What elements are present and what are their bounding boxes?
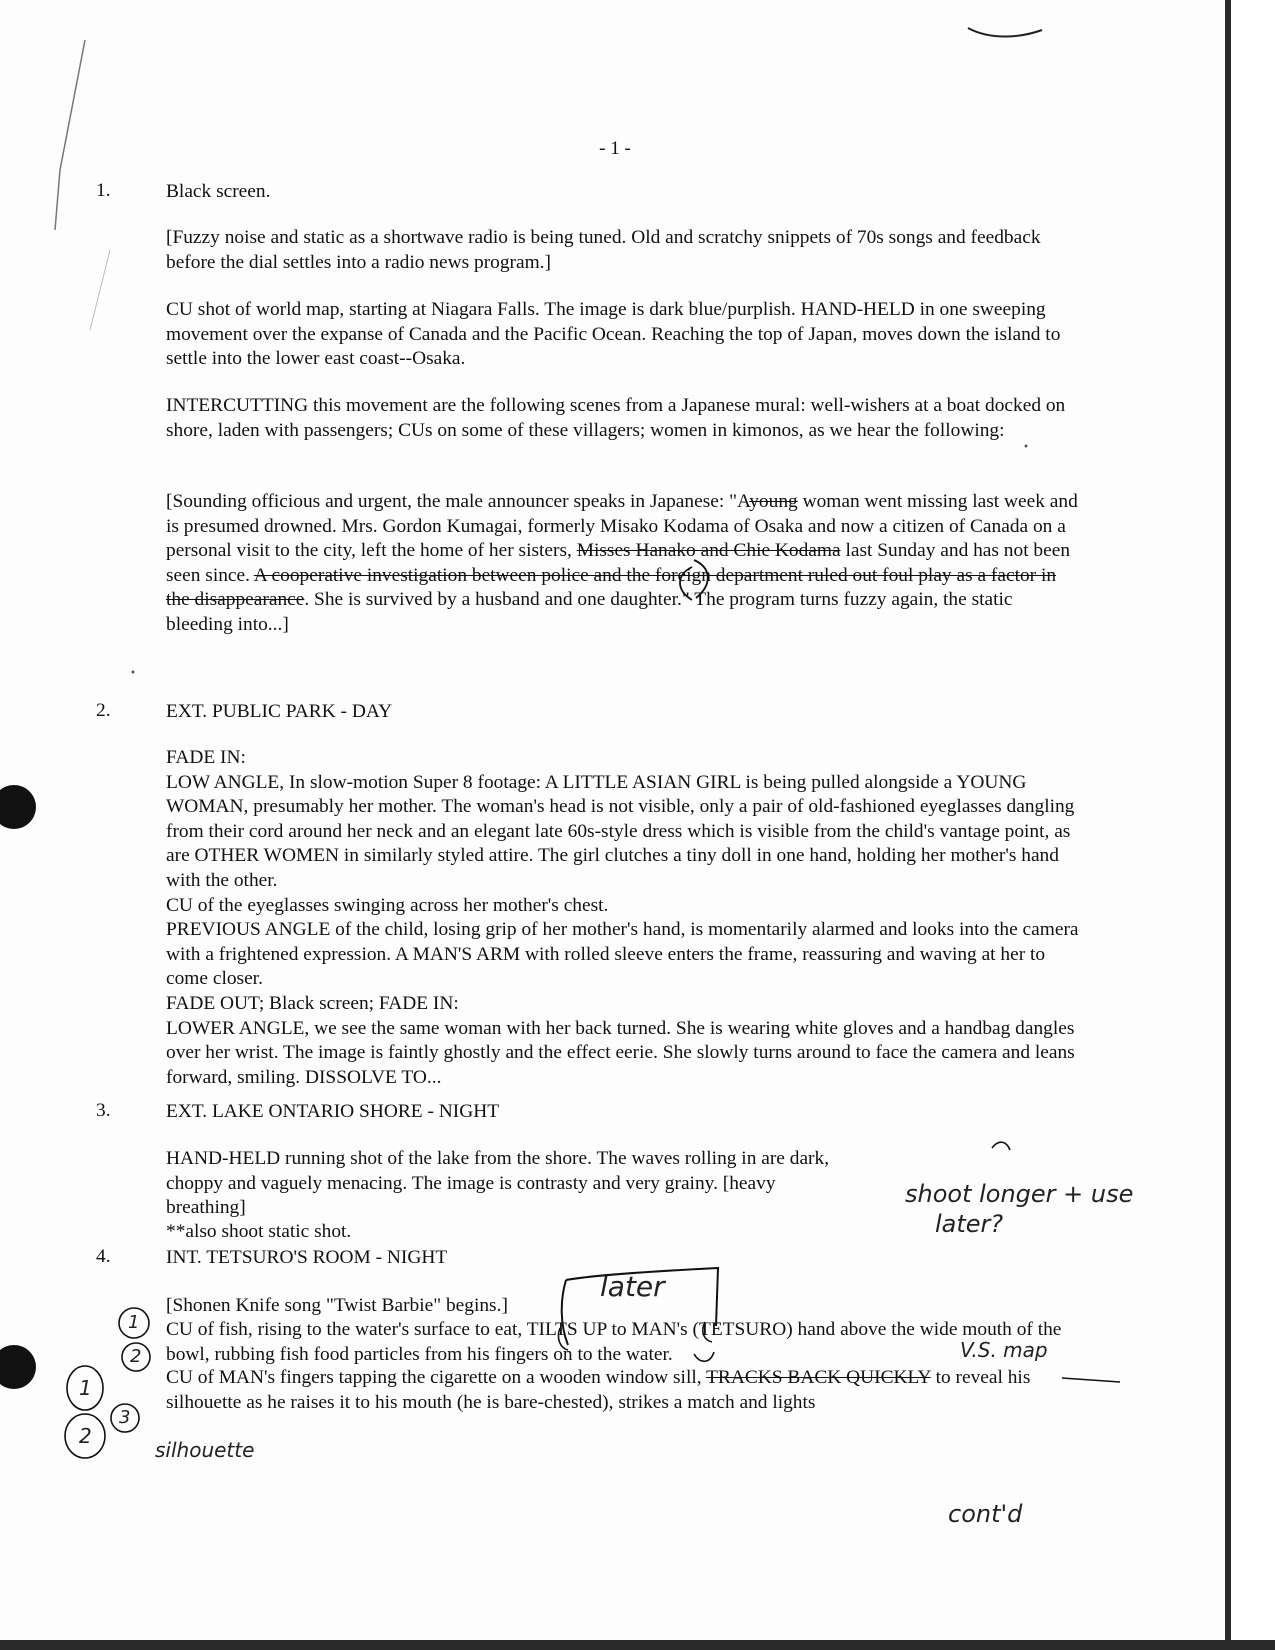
- description-text: CU of MAN's fingers tapping the cigarette on a wooden window sill,: [166, 1367, 702, 1388]
- script-line: FADE OUT; Black screen; FADE IN:: [166, 992, 459, 1014]
- scene-heading: Black screen.: [166, 181, 271, 202]
- paragraph: INTERCUTTING this movement are the following scenes from a Japanese mural: well-wishers at a boat docked on shore, laden with passengers; CUs on some of these villagers; women in kimonos, as we hear the following:: [166, 395, 1066, 441]
- broadcast-text: last Sunday and has not been seen since.: [166, 540, 1071, 586]
- song-cue: [Shonen Knife song "Twist Barbie" begins.]: [166, 1295, 508, 1316]
- broadcast-text: woman went missing last week and is presumed drowned. Mrs. Gordon Kumagai, formerly Misako Kodama of Osaka and now a citizen of Canada on a personal visit to the city, left the home of her sisters,: [166, 491, 1078, 562]
- scene-number: 1.: [96, 180, 111, 201]
- struck-text: Misses Hanako and Chie Kodama: [576, 540, 841, 562]
- handwritten-note: V.S. map: [960, 1338, 1048, 1362]
- circled-number: 2: [130, 1346, 142, 1367]
- scene-number: 2.: [96, 700, 111, 721]
- paragraph: [Fuzzy noise and static as a shortwave radio is being tuned. Old and scratchy snippets of 70s songs and feedback before the dial settles into a radio news program.]: [166, 227, 1041, 273]
- script-line: LOWER ANGLE, we see the same woman with her back turned. She is wearing white gloves and a handbag dangles over her wrist. The image is faintly ghostly and the effect eerie. She slowly turns around to face the camera and leans forward, smiling. DISSOLVE TO...: [166, 1017, 1075, 1088]
- circled-number: 1: [79, 1376, 92, 1400]
- broadcast-text: [Sounding officious and urgent, the male announcer speaks in Japanese: "A: [166, 491, 750, 512]
- paragraph: HAND-HELD running shot of the lake from the shore. The waves rolling in are dark, choppy and vaguely menacing. The image is contrasty and very grainy. [heavy breathing]: [166, 1148, 830, 1219]
- description-text: to reveal his silhouette as he raises it to his mouth (he is bare-chested), strikes a match and lights: [166, 1367, 1031, 1413]
- handwritten-note: later: [600, 1270, 665, 1303]
- handwritten-note: later?: [935, 1210, 1004, 1238]
- shot-description: CU of fish, rising to the water's surface to eat, TILTS UP to MAN's (TETSURO) hand above the wide mouth of the bowl, rubbing fish food particles from his fingers on to the water.: [166, 1319, 1062, 1365]
- script-line: LOW ANGLE, In slow-motion Super 8 footage: A LITTLE ASIAN GIRL is being pulled alongside a YOUNG WOMAN, presumably her mother. The woman's head is not visible, only a pair of old-fashioned eyeglasses dangling from their cord around her neck and an elegant late 60s-style dress which is visible from the child's vantage point, as are OTHER WOMEN in similarly styled attire. The girl clutches a tiny doll in one hand, holding her mother's hand with the other.: [166, 771, 1075, 891]
- script-line: PREVIOUS ANGLE of the child, losing grip of her mother's hand, is momentarily alarmed and looks into the camera with a frightened expression. A MAN'S ARM with rolled sleeve enters the frame, reassuring and waving at her to come closer.: [166, 919, 1079, 990]
- scene-body: [166, 746, 1081, 1090]
- handwritten-note: silhouette: [155, 1438, 255, 1462]
- radio-broadcast-paragraph: [166, 490, 1081, 638]
- struck-text: TRACKS BACK QUICKLY: [706, 1367, 931, 1388]
- scene-number: 4.: [96, 1246, 111, 1267]
- circled-number: 2: [79, 1424, 92, 1448]
- handwritten-note: shoot longer + use: [905, 1180, 1134, 1208]
- broadcast-text: . She is survived by a husband and one daughter." The program turns fuzzy again, the static bleeding into...]: [166, 589, 1013, 635]
- paragraph: CU shot of world map, starting at Niagara Falls. The image is dark blue/purplish. HAND-HELD in one sweeping movement over the expanse of Canada and the Pacific Ocean. Reaching the top of Japan, moves down the island to settle into the lower east coast--Osaka.: [166, 299, 1061, 370]
- scene-heading: EXT. PUBLIC PARK - DAY: [166, 701, 393, 722]
- scene-heading: INT. TETSURO'S ROOM - NIGHT: [166, 1247, 448, 1268]
- scan-edge-right: [1225, 0, 1231, 1650]
- circled-number: 3: [119, 1407, 131, 1428]
- scan-edge-bottom: [0, 1640, 1275, 1650]
- script-line: CU of the eyeglasses swinging across her mother's chest.: [166, 894, 609, 916]
- shot-description: [166, 1366, 1081, 1415]
- struck-text: young: [749, 491, 798, 512]
- scene-number: 3.: [96, 1100, 111, 1121]
- script-line: FADE IN:: [166, 747, 246, 768]
- handwritten-note: cont'd: [948, 1500, 1023, 1528]
- struck-text: A cooperative investigation between police and the foreign department ruled out foul play as a factor in the disappearance: [166, 564, 1057, 611]
- page-number: - 1 -: [599, 138, 631, 159]
- scene-heading: EXT. LAKE ONTARIO SHORE - NIGHT: [166, 1101, 500, 1122]
- circled-number: 1: [128, 1312, 140, 1333]
- shot-note: **also shoot static shot.: [166, 1221, 352, 1242]
